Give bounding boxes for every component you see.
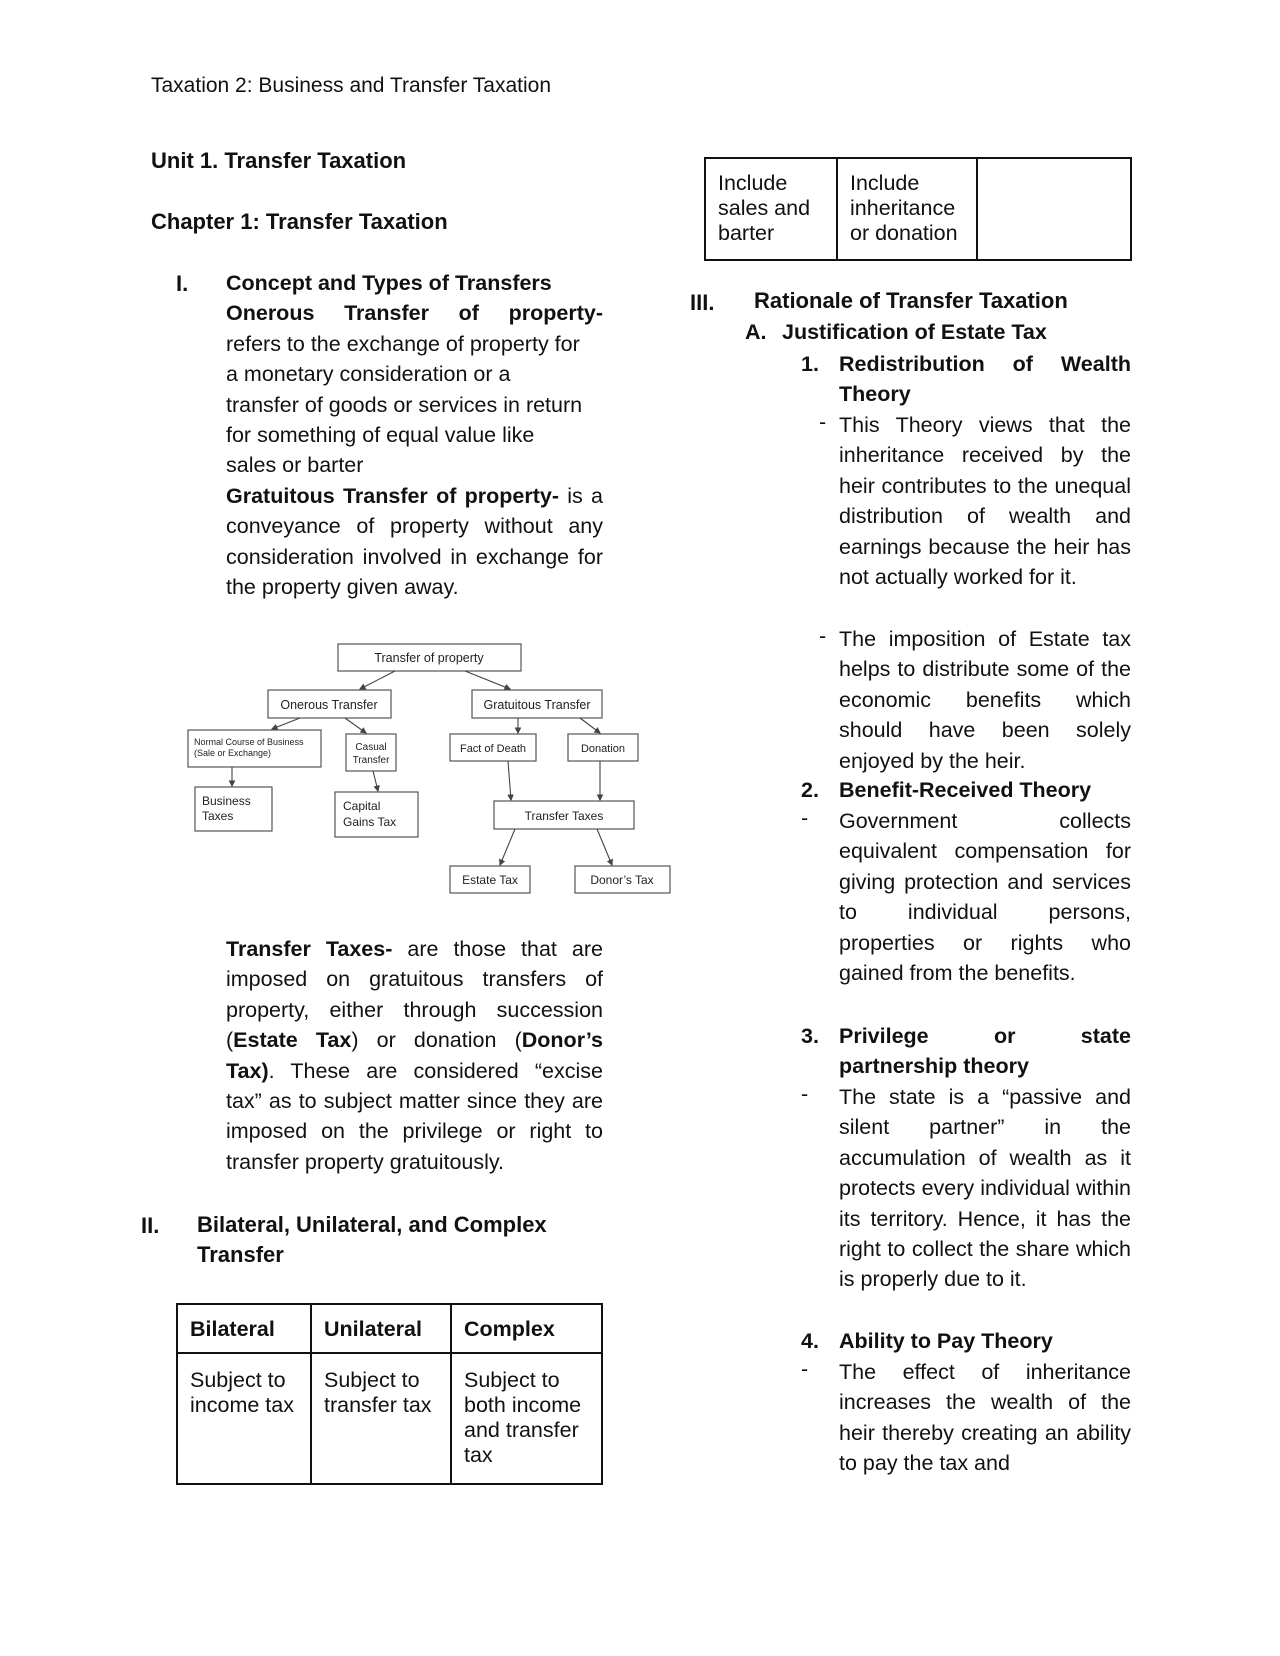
- table-cell: Subject to both income and transfer tax: [451, 1353, 602, 1484]
- theory-3-title: Privilege or state partnership theory: [839, 1024, 1131, 1079]
- diagram-label-capital-1: Capital: [343, 799, 381, 813]
- diagram-arrow: [465, 671, 510, 689]
- theory-4-number: 4.: [801, 1329, 819, 1353]
- gratuitous-paragraph: [226, 481, 603, 603]
- theory-1-point-1: This Theory views that the inheritance received by the heir contributes to the unequal distribution of wealth and earnings because the heir has not actually worked for it.: [839, 413, 1131, 590]
- estate-tax-term: Estate Tax: [233, 1028, 352, 1053]
- table-cell: [977, 158, 1131, 260]
- onerous-term: Onerous Transfer of property-: [226, 301, 603, 326]
- section-3-title: Rationale of Transfer Taxation: [754, 288, 1068, 313]
- bullet-dash: -: [801, 1082, 809, 1106]
- subsection-a-letter: A.: [745, 320, 767, 344]
- donors-tax-term: Donor’s Tax): [226, 1028, 603, 1083]
- onerous-definition: refers to the exchange of property for a monetary consideration or a transfer of goods or services in return for something of equal value like sales or barter: [226, 331, 583, 478]
- table-row: [705, 158, 1131, 260]
- table-header-cell: Unilateral: [311, 1304, 451, 1353]
- theory-3-number: 3.: [801, 1024, 819, 1048]
- gratuitous-term: Gratuitous Transfer of property-: [226, 483, 559, 508]
- transfer-of-property-diagram: [180, 635, 680, 895]
- transfer-taxes-text: ) or donation (: [351, 1028, 522, 1053]
- diagram-arrow: [580, 718, 600, 733]
- chapter-title: Chapter 1: Transfer Taxation: [151, 209, 448, 234]
- table-header-cell: Bilateral: [177, 1304, 311, 1353]
- diagram-label-gratuitous: Gratuitous Transfer: [483, 698, 591, 712]
- transfer-types-table: [176, 1303, 603, 1485]
- diagram-arrow: [360, 671, 395, 689]
- theory-1-title: Redistribution of Wealth Theory: [839, 352, 1131, 407]
- section-1-body: [226, 268, 603, 602]
- subsection-a-title: Justification of Estate Tax: [782, 320, 1047, 344]
- table-cell: Subject to income tax: [177, 1353, 311, 1484]
- diagram-label-transfer-taxes: Transfer Taxes: [524, 809, 604, 823]
- theory-4-point-1: The effect of inheritance increases the wealth of the heir thereby creating an ability to pay the tax and: [839, 1360, 1131, 1476]
- section-3-numeral: III.: [690, 290, 715, 315]
- diagram-arrow: [373, 771, 378, 791]
- diagram-label-casual-2: Transfer: [352, 755, 390, 766]
- diagram-label-capital-2: Gains Tax: [343, 815, 397, 829]
- transfer-taxes-term: Transfer Taxes-: [226, 937, 393, 961]
- table-cell: Include inheritance or donation: [837, 158, 977, 260]
- transfer-types-table-continued: [704, 157, 1132, 261]
- diagram-label-estate-tax: Estate Tax: [462, 873, 518, 887]
- diagram-label-onerous: Onerous Transfer: [280, 698, 378, 712]
- table-row: [177, 1353, 602, 1484]
- theory-1-number: 1.: [801, 352, 819, 376]
- diagram-label-donation: Donation: [580, 743, 626, 755]
- section-1-numeral: I.: [176, 271, 189, 296]
- diagram-label-business-1: Business: [202, 794, 251, 808]
- diagram-arrow: [597, 829, 612, 865]
- diagram-label-business-2: Taxes: [202, 809, 234, 823]
- table-cell: Subject to transfer tax: [311, 1353, 451, 1484]
- theory-4-title: Ability to Pay Theory: [839, 1329, 1053, 1353]
- diagram-label-root: Transfer of property: [374, 651, 484, 665]
- unit-title: Unit 1. Transfer Taxation: [151, 148, 407, 173]
- bullet-dash: -: [819, 410, 827, 434]
- section-2-numeral: II.: [141, 1213, 160, 1238]
- transfer-taxes-text: are those that are imposed on gratuitous transfers of property, either through succession (: [226, 937, 603, 1053]
- theory-3-point-1: The state is a “passive and silent partner” in the accumulation of wealth as it protects every individual within its territory. Hence, it has the right to collect the share which is properly due to it.: [839, 1085, 1131, 1292]
- document-header: Taxation 2: Business and Transfer Taxation: [151, 74, 552, 97]
- theory-2-title: Benefit-Received Theory: [839, 778, 1092, 802]
- transfer-taxes-text: . These are considered “excise tax” as to subject matter since they are imposed on the privilege or right to transfer property gratuitously.: [226, 1058, 603, 1174]
- theory-2-number: 2.: [801, 778, 819, 802]
- diagram-arrow: [508, 761, 511, 800]
- transfer-taxes-paragraph: [226, 934, 603, 1177]
- table-header-cell: Complex: [451, 1304, 602, 1353]
- section-1-title: Concept and Types of Transfers: [226, 271, 552, 295]
- diagram-label-normal-course-2: (Sale or Exchange): [194, 748, 272, 758]
- table-header-row: [177, 1304, 602, 1353]
- diagram-label-donors-tax: Donor’s Tax: [590, 873, 654, 887]
- theory-1-point-2: The imposition of Estate tax helps to distribute some of the economic benefits which should have been solely enjoyed by the heir.: [839, 627, 1131, 773]
- bullet-dash: -: [801, 806, 809, 830]
- bullet-dash: -: [819, 624, 827, 648]
- diagram-arrow: [272, 718, 300, 729]
- diagram-arrow: [345, 718, 366, 733]
- bullet-dash: -: [801, 1357, 809, 1381]
- diagram-label-normal-course-1: Normal Course of Business: [194, 737, 304, 747]
- gratuitous-definition: is a conveyance of property without any consideration involved in exchange for the property given away.: [226, 483, 603, 600]
- diagram-arrow: [500, 829, 515, 865]
- table-cell: Include sales and barter: [705, 158, 837, 260]
- diagram-label-casual-1: Casual: [355, 742, 387, 753]
- section-2-title: Bilateral, Unilateral, and Complex Transfer: [197, 1212, 547, 1267]
- diagram-label-fact-of-death: Fact of Death: [459, 743, 527, 755]
- theory-2-point-1: Government collects equivalent compensation for giving protection and services to individual persons, properties or rights who gained from the benefits.: [839, 809, 1131, 986]
